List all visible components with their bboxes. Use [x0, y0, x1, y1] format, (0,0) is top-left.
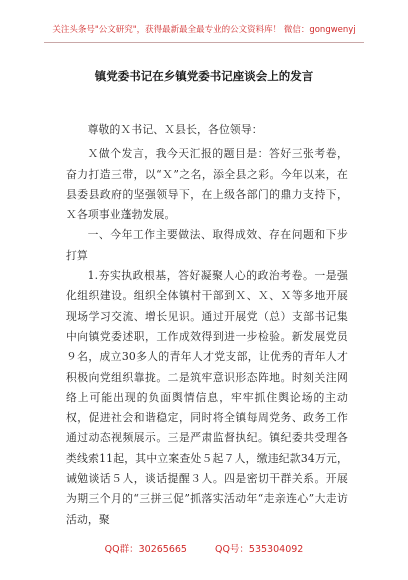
footer-qq-number: QQ号：535304092 — [214, 544, 304, 555]
paragraph-intro: Ｘ做个发言，我今天汇报的题目是：答好三张考卷，奋力打造三带，以“Ｘ”之名，添全县之彩。今年以来，在县委县政府的坚强领导下，在上级各部门的鼎力支持下，Ｘ各项事业蓬勃发展。 — [66, 147, 348, 222]
document-body — [66, 120, 348, 530]
footer-qq-group: QQ群：30265665 — [104, 544, 187, 555]
section-heading: 一、今年工作主要做法、取得成效、存在问题和下步打算 — [66, 228, 348, 262]
document-title: 镇党委书记在乡镇党委书记座谈会上的发言 — [94, 69, 314, 83]
header-banner: 关注头条号"公文研究"，获得最新最全最专业的公文资料库！ 微信：gongwenyj — [52, 25, 356, 35]
greeting-line: 尊敬的Ｘ书记、Ｘ县长，各位领导： — [87, 123, 263, 136]
footer-contact — [0, 541, 408, 555]
header-divider — [44, 42, 364, 43]
paragraph-item-1: 1.夯实执政根基，答好凝聚人心的政治考卷。一是强化组织建设。组织全体镇村干部到Ｘ、Ｘ、Ｘ等多地开展现场学习交流、增长见识。通过开展党（总）支部书记集中向镇党委述职，工作成效得到进一步检验。新发展党员９名，成立30多人的青年人才党支部，让优秀的青年人才积极向党组织靠拢。二是筑牢意识形态阵地。时刻关注网络上可能出现的负面舆情信息，牢牢抓住舆论场的主动权，促进社会和谐稳定，同时将全镇每周党务、政务工作通过动态视频展示。三是严肃监督执纪。镇纪委共受理各类线索11起，其中立案查处５起７人，缴违纪款34万元，诫勉谈话５人，谈话提醒３人。四是密切干群关系。开展为期三个月的“三拼三促”抓落实活动年“走亲连心”大走访活动，聚 — [66, 269, 348, 526]
